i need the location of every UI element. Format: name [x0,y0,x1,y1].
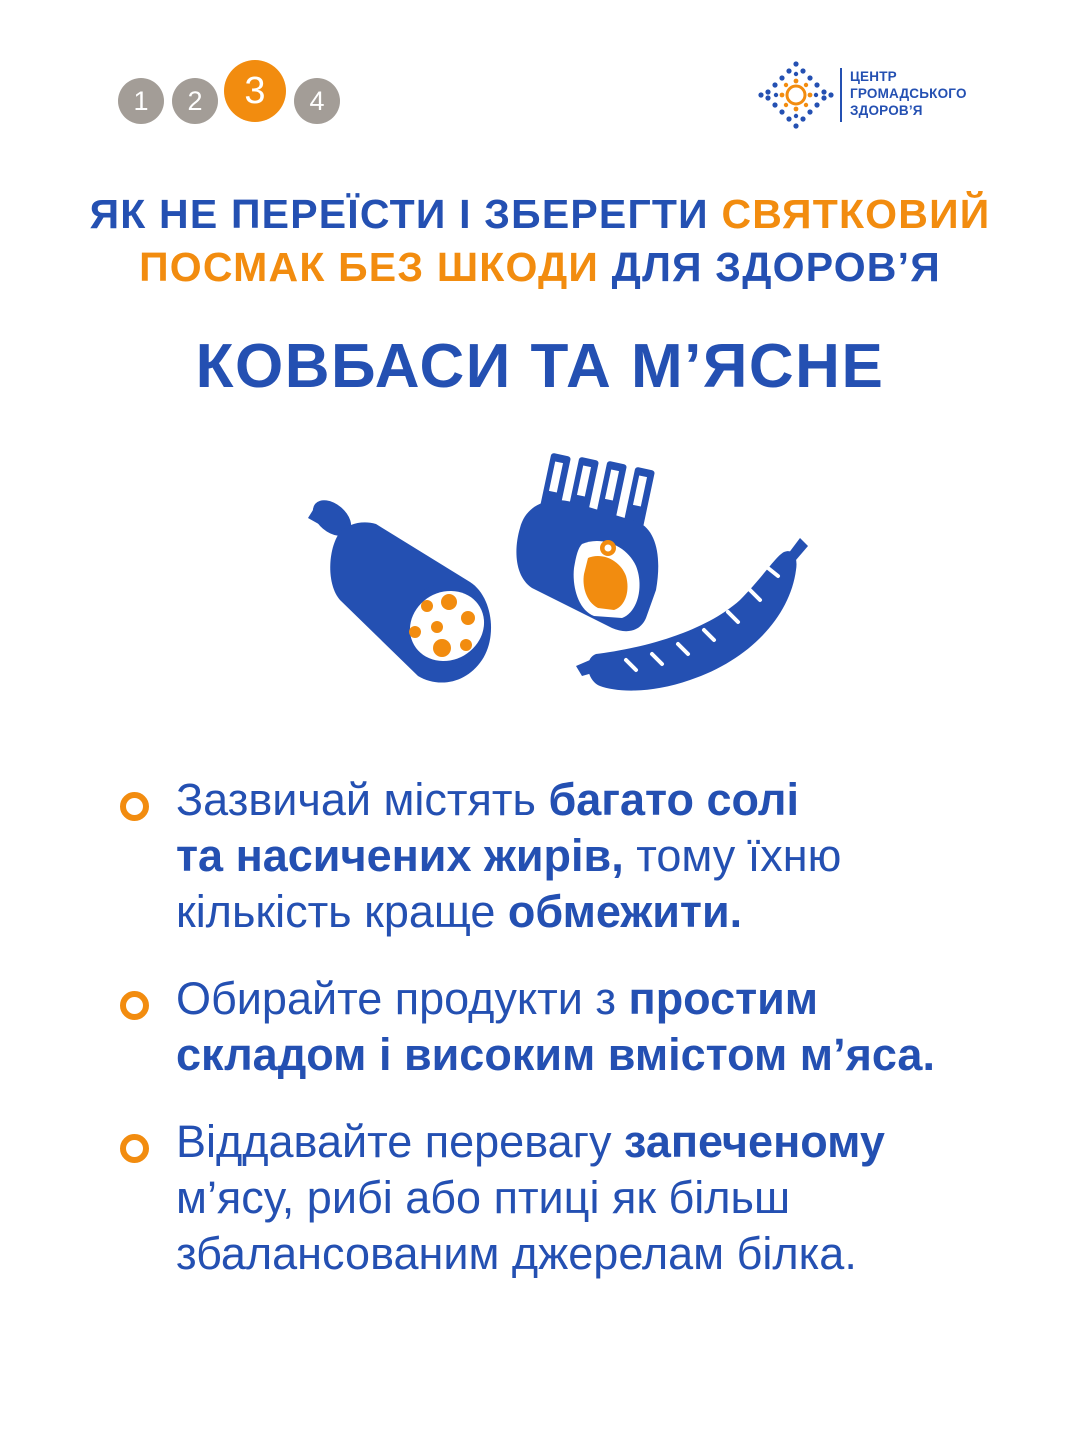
headline-line-2: ПОСМАК БЕЗ ШКОДИ ДЛЯ ЗДОРОВ’Я [139,244,941,290]
advice-text-2: Обирайте продукти з простим складом і високим вмістом м’яса. [176,973,935,1080]
public-health-center-logo [758,60,988,130]
bullet-circle-icon [120,792,149,821]
headline [0,188,1080,294]
advice-text-3: Віддавайте перевагу запеченому м’ясу, рибі або птиці як більш збалансованим джерелам білка. [176,1116,885,1279]
page-dot-1[interactable]: 1 [118,78,164,124]
list-item [118,772,1018,940]
advice-list [118,772,1018,1313]
logo-line-1: ЦЕНТР [850,69,897,84]
section-title: КОВБАСИ ТА М’ЯСНЕ [195,332,885,401]
logo-text [850,68,967,119]
rack-of-lamb-icon [516,453,658,632]
logo-emblem-icon [758,60,834,130]
list-item [118,971,1018,1083]
page-dot-3-current[interactable]: 3 [224,60,286,122]
meat-products-illustration [300,440,820,710]
page-dot-2[interactable]: 2 [172,78,218,124]
bullet-circle-icon [120,991,149,1020]
salami-icon [306,493,506,685]
logo-line-3: ЗДОРОВ’Я [850,103,923,118]
headline-line-1: ЯК НЕ ПЕРЕЇСТИ І ЗБЕРЕГТИ СВЯТКОВИЙ [89,191,991,237]
logo-line-2: ГРОМАДСЬКОГО [850,86,967,101]
logo-divider [840,68,842,122]
list-item [118,1114,1018,1282]
headline-highlight-1: СВЯТКОВИЙ [721,191,991,237]
page-dot-4[interactable]: 4 [294,78,340,124]
advice-text-1: Зазвичай містять багато солі та насичених жирів, тому їхню кількість краще обмежити. [176,774,842,937]
headline-highlight-2: ПОСМАК БЕЗ ШКОДИ [139,244,600,290]
bullet-circle-icon [120,1134,149,1163]
